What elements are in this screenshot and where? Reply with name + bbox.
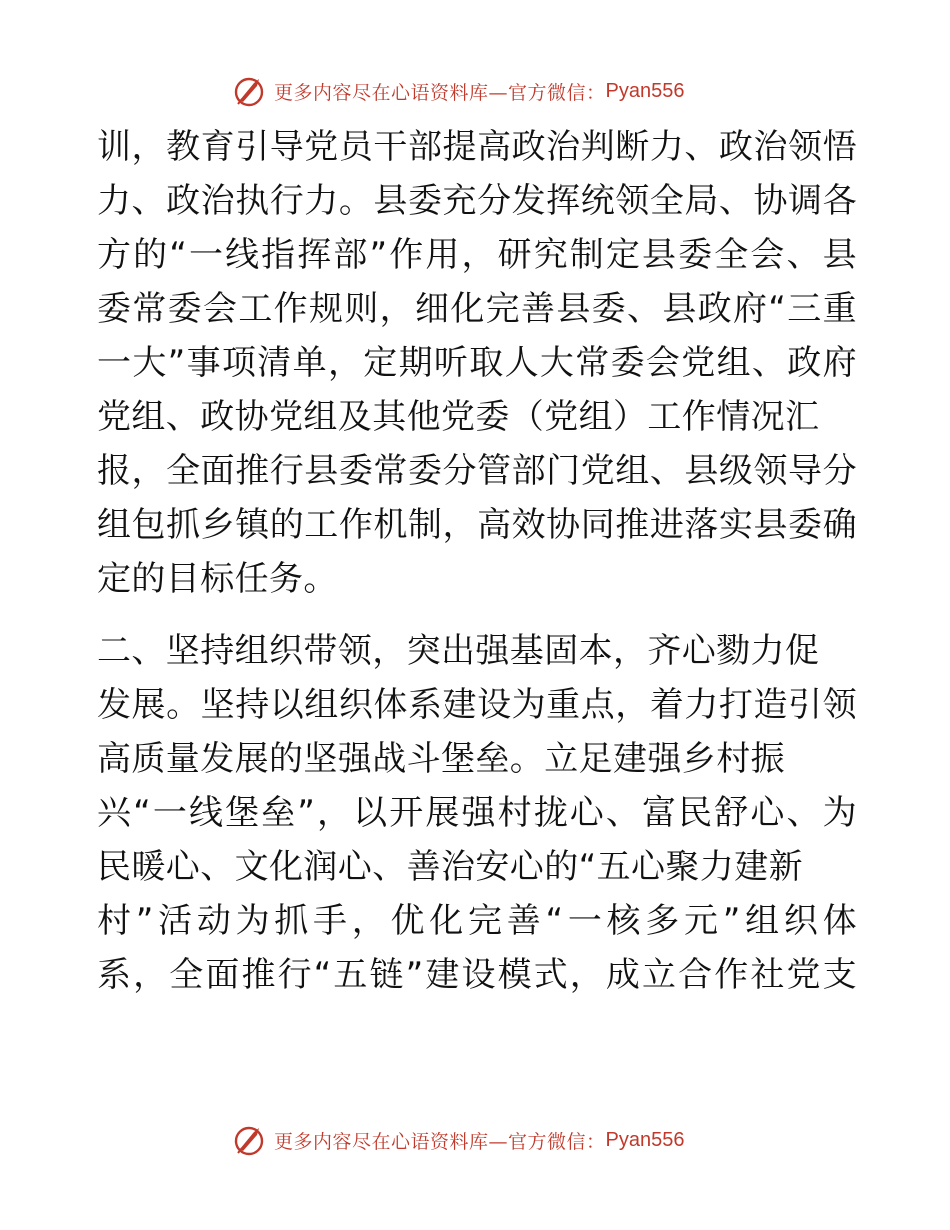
text-line: 一大”事项清单，定期听取人大常委会党组、政府 (97, 343, 857, 383)
text-line: 力、政治执行力。县委充分发挥统领全局、协调各 (97, 181, 857, 221)
pen-logo-icon (232, 73, 268, 109)
footer-wechat-id: Pyan556 (605, 1128, 685, 1151)
footer-banner-text: 更多内容尽在心语资料库—官方微信： (274, 1130, 606, 1153)
text-line: 高质量发展的坚强战斗堡垒。立足建强乡村振 (97, 739, 785, 779)
text-line: 村”活动为抓手，优化完善“一核多元”组织体 (97, 901, 857, 941)
pen-logo-icon (232, 1122, 268, 1158)
paragraph-1 (97, 128, 857, 614)
header-wechat-id: Pyan556 (605, 79, 685, 102)
footer-watermark-banner (232, 1120, 684, 1160)
text-line: 组包抓乡镇的工作机制，高效协同推进落实县委确 (97, 505, 857, 545)
header-banner-text: 更多内容尽在心语资料库—官方微信： (274, 81, 606, 104)
text-line: 二、坚持组织带领，突出强基固本，齐心勠力促 (97, 631, 820, 671)
text-line: 发展。坚持以组织体系建设为重点，着力打造引领 (97, 685, 857, 725)
text-line: 兴“一线堡垒”，以开展强村拢心、富民舒心、为 (97, 793, 857, 833)
text-line: 委常委会工作规则，细化完善县委、县政府“三重 (97, 289, 857, 329)
header-watermark-banner (232, 71, 684, 111)
text-line: 党组、政协党组及其他党委（党组）工作情况汇 (97, 397, 820, 437)
text-line: 系，全面推行“五链”建设模式，成立合作社党支 (97, 955, 857, 995)
text-line: 方的“一线指挥部”作用，研究制定县委全会、县 (97, 235, 857, 275)
text-line: 定的目标任务。 (97, 559, 338, 599)
document-body (97, 128, 857, 1010)
paragraph-2 (97, 632, 857, 1010)
text-line: 训，教育引导党员干部提高政治判断力、政治领悟 (97, 127, 857, 167)
paragraph-spacer (97, 614, 857, 632)
text-line: 报，全面推行县委常委分管部门党组、县级领导分 (97, 451, 857, 491)
text-line: 民暖心、文化润心、善治安心的“五心聚力建新 (97, 847, 804, 887)
